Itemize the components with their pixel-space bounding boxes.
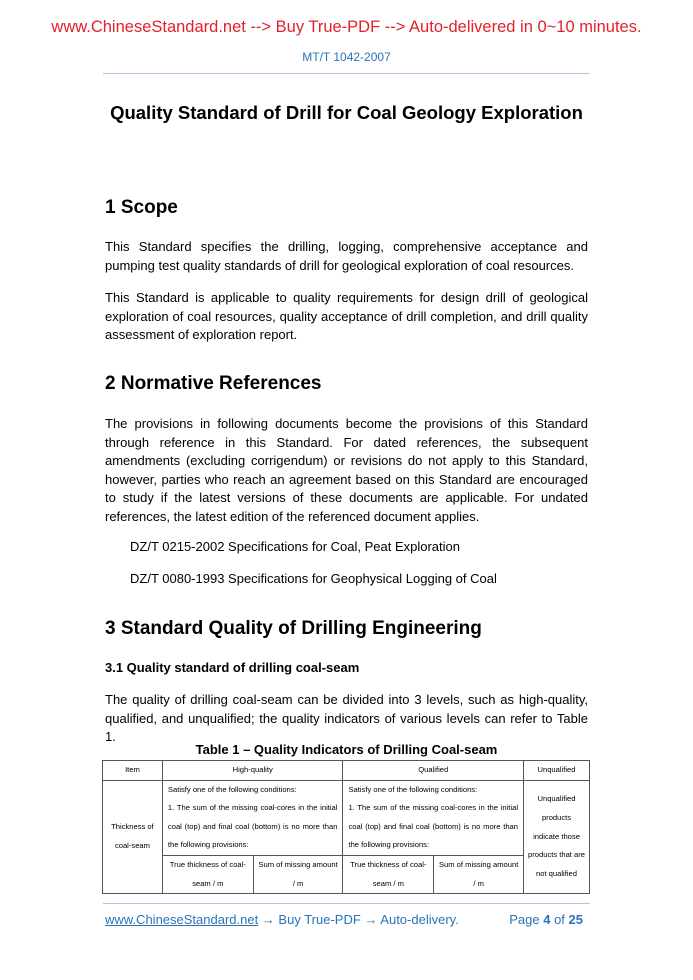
quality-indicators-table (102, 760, 590, 894)
header-item: Item (103, 761, 163, 781)
scope-paragraph-1: This Standard specifies the drilling, logging, comprehensive acceptance and pumping test quality standards of drill for geological exploration of coal resources. (105, 239, 588, 273)
promo-banner: www.ChineseStandard.net --> Buy True-PDF --> Auto-delivered in 0~10 minutes. (51, 18, 642, 36)
header-high-quality: High-quality (162, 761, 343, 781)
subheader-cell: True thickness of coal-seam / m (162, 855, 253, 893)
page-label: Page (509, 912, 540, 927)
header-divider (103, 73, 590, 74)
footer-site-link[interactable]: www.ChineseStandard.net (105, 912, 259, 927)
footer-text: → Buy True-PDF → Auto-delivery. (258, 912, 459, 927)
page-total: 25 (568, 912, 583, 927)
header-qualified: Qualified (343, 761, 524, 781)
subheader-cell: True thickness of coal-seam / m (343, 855, 434, 893)
of-label: of (554, 912, 565, 927)
qualified-cell: Satisfy one of the following conditions: 1. The sum of the missing coal-cores in the initial coal (top) and final coal (bottom) is no more than the following provisions: (343, 780, 524, 855)
header-unqualified: Unqualified (524, 761, 590, 781)
scope-paragraph-2: This Standard is applicable to quality requirements for design drill of geological exploration of coal resources, quality acceptance of drill completion, and drill quality assessment of exploration report. (105, 290, 588, 343)
subheader-cell: Sum of missing amount / m (434, 855, 524, 893)
table-row (103, 780, 590, 855)
subsection-heading: 3.1 Quality standard of drilling coal-seam (105, 660, 360, 675)
table-header-row (103, 761, 590, 781)
unqualified-cell: Unqualified products indicate those products that are not qualified (524, 780, 590, 894)
section-heading-scope: 1 Scope (105, 197, 178, 218)
item-cell: Thickness of coal-seam (103, 780, 163, 894)
footer (105, 912, 588, 927)
table-subheader-row (103, 855, 590, 893)
footer-divider (103, 903, 590, 904)
subheader-cell: Sum of missing amount / m (253, 855, 343, 893)
drilling-paragraph: The quality of drilling coal-seam can be divided into 3 levels, such as high-quality, qualified, and unqualified; the quality indicators of various levels can refer to Table 1. (105, 692, 588, 745)
page-number: 4 (543, 912, 551, 927)
document-number: MT/T 1042-2007 (302, 50, 391, 64)
section-heading-normative-references: 2 Normative References (105, 373, 322, 394)
table-caption: Table 1 – Quality Indicators of Drilling Coal-seam (195, 742, 498, 757)
high-quality-cell: Satisfy one of the following conditions: 1. The sum of the missing coal-cores in the initial coal (top) and final coal (bottom) is no more than the following provisions: (162, 780, 343, 855)
section-heading-drilling-quality: 3 Standard Quality of Drilling Engineering (105, 618, 482, 639)
document-title: Quality Standard of Drill for Coal Geology Exploration (110, 102, 583, 123)
page-indicator (509, 912, 583, 927)
reference-item: DZ/T 0080-1993 Specifications for Geophysical Logging of Coal (130, 571, 497, 586)
reference-item: DZ/T 0215-2002 Specifications for Coal, Peat Exploration (130, 539, 460, 554)
normative-paragraph: The provisions in following documents become the provisions of this Standard through reference in this Standard. For dated references, the subsequent amendments (excluding corrigendum) or revisions do not apply to this Standard, however, parties who reach an agreement based on this Standard are encouraged to study if the latest versions of these documents are applicable. For undated references, the latest edition of the referenced document applies. (105, 416, 588, 524)
